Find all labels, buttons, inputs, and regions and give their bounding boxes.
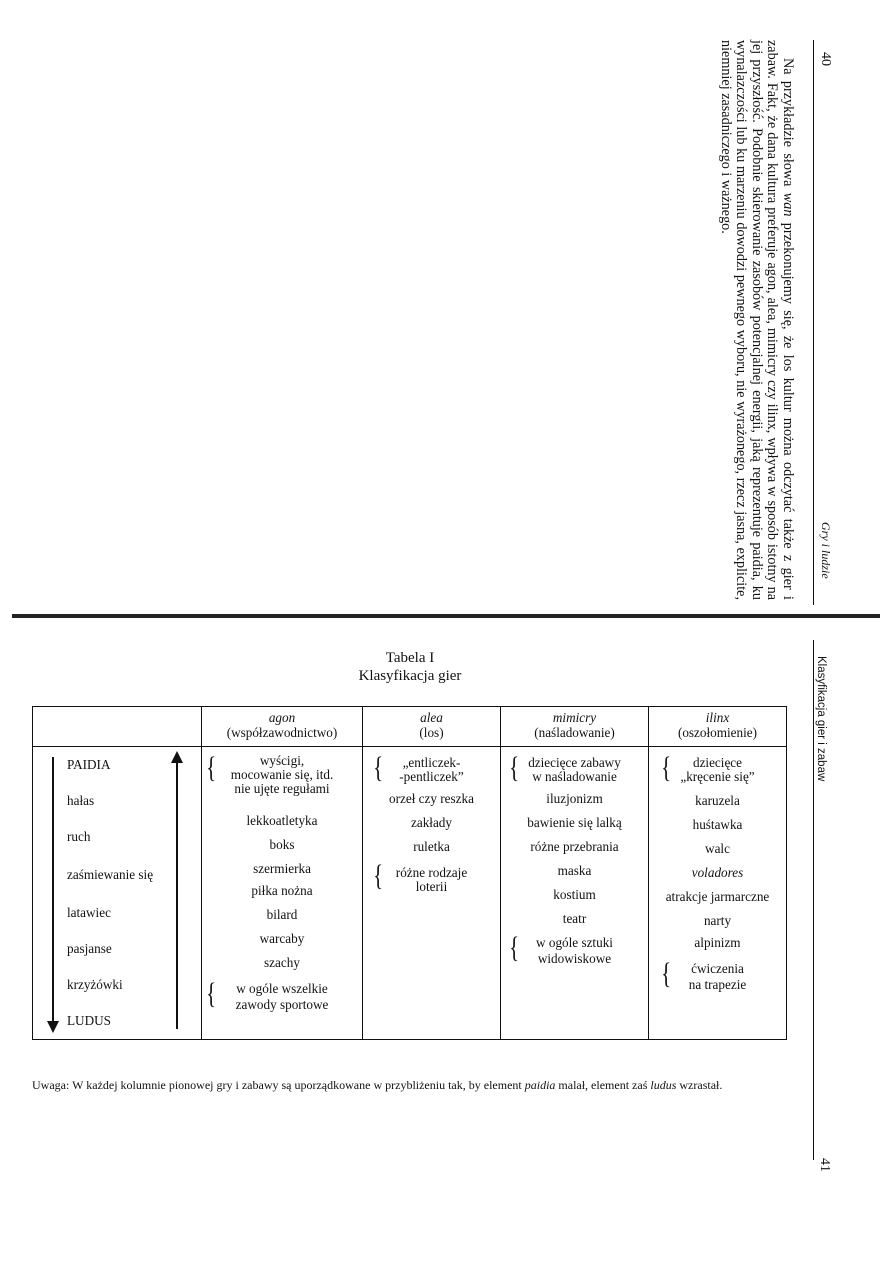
row-label: krzyżówki: [67, 977, 123, 992]
list-item: iluzjonizm: [546, 791, 603, 806]
list-item: voladores: [691, 865, 744, 880]
header-empty: [33, 707, 202, 747]
arrow-up-icon: [171, 751, 183, 763]
row-label-paidia: PAIDIA: [67, 757, 111, 772]
brace-icon: {: [509, 751, 520, 784]
list-item: wyścigi,: [259, 753, 305, 768]
list-item: zakłady: [410, 815, 452, 830]
row-label: hałas: [67, 793, 95, 808]
header-ilinx: ilinx (oszołomienie): [649, 707, 787, 747]
list-item: huśtawka: [692, 817, 743, 832]
row-label: pasjanse: [67, 941, 112, 956]
mimicry-column: [501, 747, 648, 1039]
list-item: teatr: [562, 911, 587, 926]
brace-icon: {: [661, 751, 672, 784]
page-gutter-line: [12, 614, 880, 618]
page-number-lower: 41: [817, 1158, 832, 1172]
list-item: maska: [557, 863, 592, 878]
list-item: kostium: [553, 887, 596, 902]
row-labels-column: [33, 747, 201, 1039]
list-item: szachy: [264, 955, 300, 970]
row-label: ruch: [67, 829, 91, 844]
list-item: narty: [703, 913, 732, 928]
list-item: w ogóle sztuki: [536, 935, 613, 950]
list-item: orzeł czy reszka: [389, 791, 474, 806]
brace-icon: {: [206, 751, 217, 784]
header-mimicry: mimicry (naśladowanie): [501, 707, 649, 747]
list-item: bawienie się lalką: [527, 815, 622, 830]
paidia-ludus-right-line: [176, 761, 178, 1029]
list-item: widowiskowe: [537, 951, 612, 966]
list-item: szermierka: [253, 861, 311, 876]
table-subtitle: Klasyfikacja gier: [358, 668, 462, 684]
header-rule-upper: [813, 40, 814, 605]
header-agon: agon (współzawodnictwo): [202, 707, 363, 747]
list-item: atrakcje jarmarczne: [665, 889, 770, 904]
side-running-head: Klasyfikacja gier i zabaw: [815, 656, 827, 782]
brace-icon: {: [509, 931, 520, 964]
list-item: bilard: [266, 907, 298, 922]
brace-icon: {: [661, 957, 672, 990]
row-label-ludus: LUDUS: [67, 1013, 111, 1028]
list-item: różne przebrania: [530, 839, 619, 854]
list-item: karuzela: [695, 793, 740, 808]
arrow-down-icon: [47, 1021, 59, 1033]
agon-column: [202, 747, 362, 1039]
list-item: piłka nożna: [251, 883, 313, 898]
list-item: ćwiczenia: [691, 961, 744, 976]
brace-icon: {: [206, 977, 217, 1010]
list-item: -pentliczek”: [399, 769, 464, 784]
page-number-upper: 40: [818, 52, 833, 66]
brace-icon: {: [373, 751, 384, 784]
list-item: walc: [705, 841, 730, 856]
running-head: Gry i ludzie: [819, 522, 833, 579]
list-item: mocowanie się, itd.: [230, 767, 334, 782]
classification-table: [32, 706, 787, 1040]
header-alea: alea (los): [363, 707, 501, 747]
list-item: ruletka: [413, 839, 450, 854]
list-item: dziecięce zabawy: [528, 755, 621, 770]
list-item: w ogóle wszelkie: [236, 981, 328, 996]
list-item: różne rodzaje: [395, 865, 468, 880]
side-rule: [813, 640, 814, 1160]
table-note: Uwaga: W każdej kolumnie pionowej gry i zabawy są uporządkowane w przybliżeniu tak, by element paidia malał, element zaś ludus wzrastał.: [32, 1078, 723, 1092]
list-item: w naśladowanie: [532, 769, 617, 784]
row-label: latawiec: [67, 905, 111, 920]
list-item: zawody sportowe: [235, 997, 329, 1012]
list-item: warcaby: [259, 931, 305, 946]
ilinx-column: [649, 747, 786, 1039]
row-label: zaśmiewanie się: [67, 867, 154, 882]
list-item: dziecięce: [692, 755, 743, 770]
list-item: alpinizm: [694, 935, 741, 950]
table-title: Tabela I: [385, 650, 435, 666]
body-paragraph: Na przykładzie słowa wan przekonujemy się, że los kultur można odczytać także z gier i zabaw. Fakt, że dana kultura preferuje agon, alea, mimicry czy ilinx, wpływa w sposób istotny na jej przyszłość. Podobnie skierowanie zasobów potencjalnej energii, jaką reprezentuje paidia, ku wynalazczości lub ku marzeniu dowodzi pewnego wyboru, nie wyrażonego, rzecz jasna, explicite, niemniej zasadniczego i ważnego.: [717, 40, 796, 600]
alea-column: [363, 747, 500, 1039]
list-item: lekkoatletyka: [246, 813, 318, 828]
brace-icon: {: [373, 859, 384, 892]
list-item: na trapezie: [688, 977, 747, 992]
list-item: loterii: [415, 879, 448, 894]
list-item: boks: [269, 837, 295, 852]
paidia-ludus-left-line: [52, 757, 54, 1025]
list-item: „entliczek-: [402, 755, 461, 770]
list-item: nie ujęte regułami: [234, 781, 330, 796]
list-item: „kręcenie się”: [680, 769, 755, 784]
